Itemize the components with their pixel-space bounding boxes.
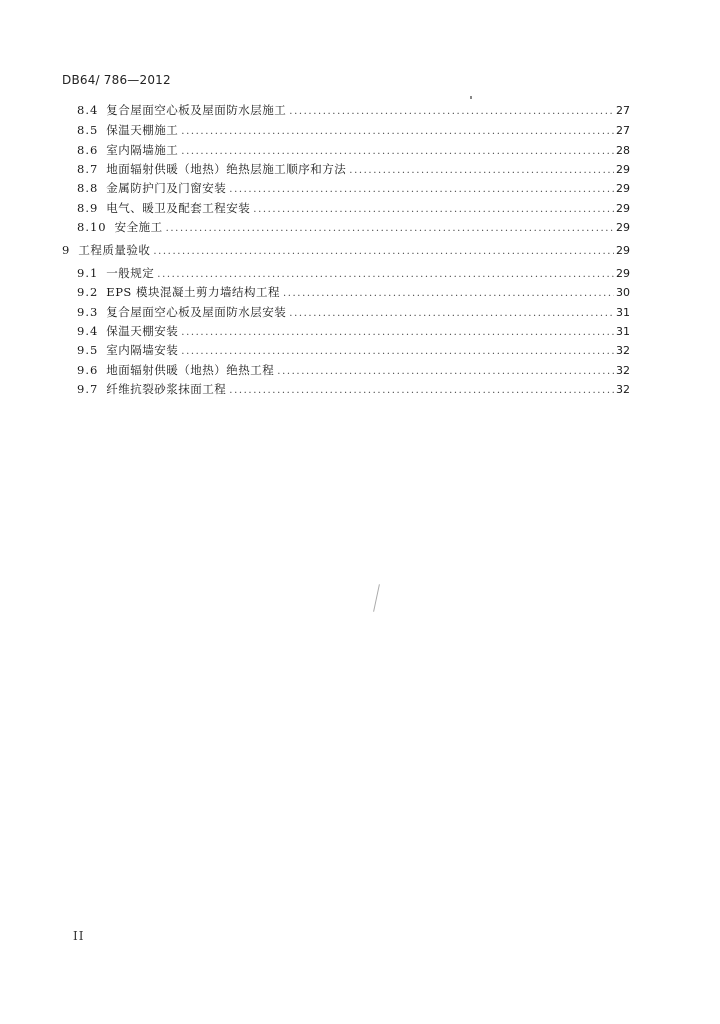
toc-entry-page: 27	[616, 104, 630, 117]
toc-leader-dots	[277, 363, 614, 381]
toc-entry-page: 31	[616, 325, 630, 338]
toc-leader-dots	[289, 103, 614, 121]
toc-entry[interactable]	[77, 218, 630, 236]
toc-chapter-entry[interactable]	[62, 241, 630, 259]
toc-entry-number: 9.7	[77, 382, 99, 396]
toc-entry[interactable]	[77, 121, 630, 139]
toc-entry-title: EPS 模块混凝土剪力墙结构工程	[106, 285, 280, 299]
toc-entry[interactable]	[77, 322, 630, 340]
toc-entry[interactable]	[77, 141, 630, 159]
toc-entry-title: 保温天棚安装	[106, 324, 179, 338]
toc-entry-title: 室内隔墙施工	[106, 143, 179, 157]
toc-entry-title: 纤维抗裂砂浆抹面工程	[106, 382, 227, 396]
toc-entry-number: 9.3	[77, 305, 99, 319]
toc-entry-number: 8.4	[77, 103, 99, 117]
toc-leader-dots	[166, 220, 614, 238]
toc-entry-number: 9.1	[77, 266, 99, 280]
toc-leader-dots	[229, 181, 614, 199]
toc-entry[interactable]	[77, 380, 630, 398]
toc-entry[interactable]	[77, 264, 630, 282]
toc-entry-page: 29	[616, 182, 630, 195]
toc-entry[interactable]	[77, 303, 630, 321]
toc-entry-number: 9.4	[77, 324, 99, 338]
toc-entry-page: 29	[616, 202, 630, 215]
scan-mark	[373, 584, 380, 612]
toc-entry-page: 27	[616, 124, 630, 137]
toc-entry-page: 29	[616, 267, 630, 280]
toc-entry-title: 复合屋面空心板及屋面防水层施工	[106, 103, 287, 117]
toc-entry[interactable]	[77, 341, 630, 359]
toc-entry[interactable]	[77, 160, 630, 178]
toc-leader-dots	[229, 382, 614, 400]
toc-entry-number: 8.7	[77, 162, 99, 176]
toc-leader-dots	[349, 162, 614, 180]
toc-entry-title: 金属防护门及门窗安装	[106, 181, 227, 195]
toc-leader-dots	[181, 143, 614, 161]
toc-entry-title: 电气、暖卫及配套工程安装	[106, 201, 251, 215]
toc-leader-dots	[157, 266, 614, 284]
toc-leader-dots	[181, 343, 614, 361]
toc-entry[interactable]	[77, 101, 630, 119]
toc-leader-dots	[153, 243, 614, 261]
toc-entry-page: 29	[616, 163, 630, 176]
footer-page-number: II	[73, 929, 85, 943]
toc-entry-page: 29	[616, 221, 630, 234]
toc-entry-title: 安全施工	[114, 220, 163, 234]
toc-entry-number: 8.6	[77, 143, 99, 157]
toc-leader-dots	[283, 285, 614, 303]
toc-entry-number: 9	[62, 243, 71, 257]
toc-entry-page: 28	[616, 144, 630, 157]
toc-entry[interactable]	[77, 361, 630, 379]
toc-leader-dots	[289, 305, 614, 323]
toc-entry-title: 复合屋面空心板及屋面防水层安装	[106, 305, 287, 319]
toc-entry-number: 9.6	[77, 363, 99, 377]
toc-entry-number: 8.10	[77, 220, 107, 234]
toc-entry-page: 32	[616, 344, 630, 357]
toc-entry[interactable]	[77, 179, 630, 197]
scan-speck	[470, 96, 472, 99]
toc-entry[interactable]	[77, 283, 630, 301]
toc-entry-number: 9.5	[77, 343, 99, 357]
toc-leader-dots	[181, 123, 614, 141]
toc-entry-page: 29	[616, 244, 630, 257]
toc-entry-number: 8.9	[77, 201, 99, 215]
toc-entry-title: 室内隔墙安装	[106, 343, 179, 357]
toc-entry-number: 8.5	[77, 123, 99, 137]
toc-entry-number: 9.2	[77, 285, 99, 299]
toc-entry-title: 地面辐射供暖（地热）绝热层施工顺序和方法	[106, 162, 347, 176]
toc-entry[interactable]	[77, 199, 630, 217]
toc-entry-page: 31	[616, 306, 630, 319]
toc-entry-title: 保温天棚施工	[106, 123, 179, 137]
document-code: DB64/ 786—2012	[62, 73, 171, 87]
toc-entry-title: 地面辐射供暖（地热）绝热工程	[106, 363, 275, 377]
toc-entry-title: 一般规定	[106, 266, 155, 280]
toc-leader-dots	[181, 324, 614, 342]
toc-entry-title: 工程质量验收	[78, 243, 151, 257]
toc-entry-page: 30	[616, 286, 630, 299]
toc-leader-dots	[253, 201, 614, 219]
toc-entry-number: 8.8	[77, 181, 99, 195]
toc-entry-page: 32	[616, 383, 630, 396]
toc-entry-page: 32	[616, 364, 630, 377]
